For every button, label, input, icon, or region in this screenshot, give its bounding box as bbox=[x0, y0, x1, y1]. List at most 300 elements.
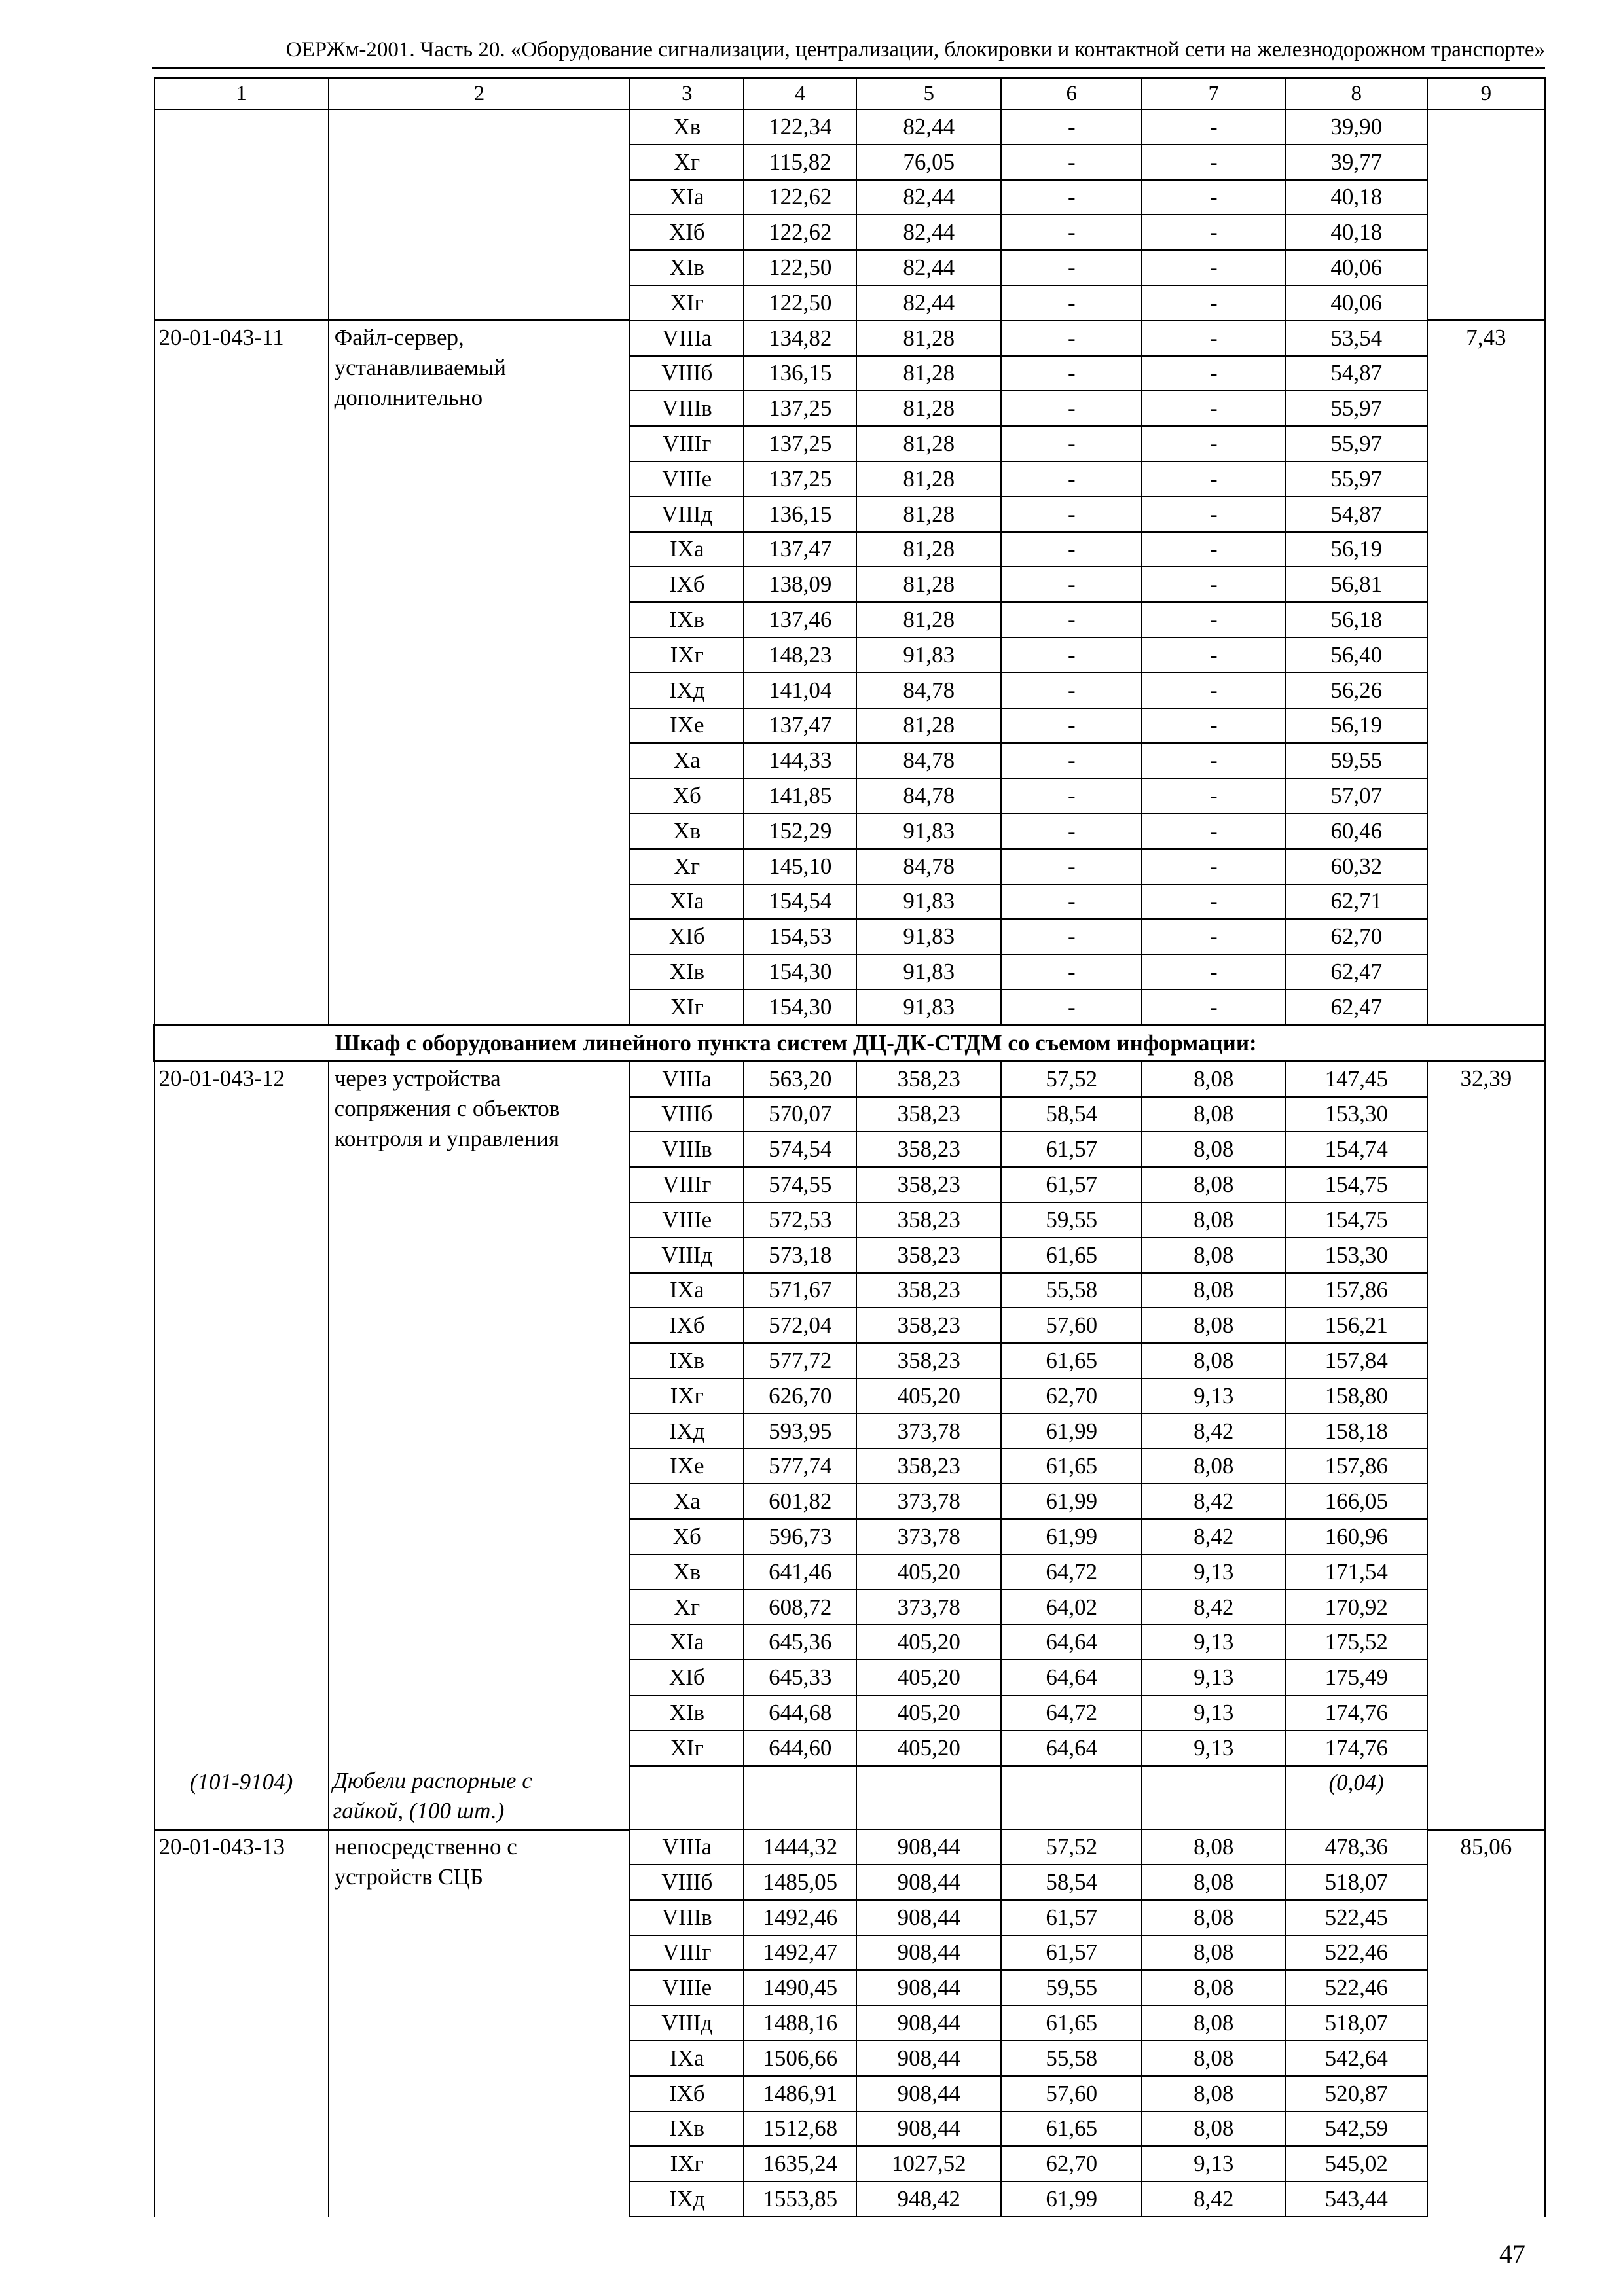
machinist-wages-cell: - bbox=[1142, 743, 1285, 778]
machine-operation-cell: 61,65 bbox=[1001, 2005, 1142, 2041]
column-header: 9 bbox=[1427, 78, 1544, 109]
wages-cell: 81,28 bbox=[856, 497, 1001, 532]
machine-operation-cell: 61,65 bbox=[1001, 1448, 1142, 1484]
rate-zone-cell: IXе bbox=[630, 1448, 744, 1484]
wages-cell: 358,23 bbox=[856, 1202, 1001, 1238]
machinist-wages-cell: 8,08 bbox=[1142, 1202, 1285, 1238]
materials-cell: 478,36 bbox=[1285, 1829, 1427, 1865]
total-cost-cell: 137,25 bbox=[744, 461, 856, 497]
wages-cell: 405,20 bbox=[856, 1554, 1001, 1590]
wages-cell: 373,78 bbox=[856, 1519, 1001, 1554]
materials-cell: 171,54 bbox=[1285, 1554, 1427, 1590]
total-cost-cell: 644,68 bbox=[744, 1695, 856, 1731]
machinist-wages-cell: 8,42 bbox=[1142, 2181, 1285, 2217]
materials-cell: 53,54 bbox=[1285, 321, 1427, 356]
wages-cell: 358,23 bbox=[856, 1273, 1001, 1308]
total-cost-cell: 641,46 bbox=[744, 1554, 856, 1590]
machinist-wages-cell: 9,13 bbox=[1142, 1624, 1285, 1660]
wages-cell: 358,23 bbox=[856, 1167, 1001, 1202]
norm-cell: 7,43 bbox=[1427, 321, 1544, 1025]
wages-cell: 81,28 bbox=[856, 532, 1001, 567]
materials-cell: 55,97 bbox=[1285, 391, 1427, 426]
total-cost-cell: 572,53 bbox=[744, 1202, 856, 1238]
machinist-wages-cell: - bbox=[1142, 814, 1285, 849]
wages-cell: 91,83 bbox=[856, 884, 1001, 920]
rate-zone-cell: XIг bbox=[630, 990, 744, 1025]
rate-zone-cell: IXа bbox=[630, 1273, 744, 1308]
rate-zone-cell: IXд bbox=[630, 2181, 744, 2217]
materials-cell: 39,90 bbox=[1285, 109, 1427, 145]
machinist-wages-cell: 8,08 bbox=[1142, 2005, 1285, 2041]
rate-zone-cell: VIIIг bbox=[630, 1935, 744, 1971]
code-cell: 20-01-043-13 bbox=[155, 1829, 329, 2217]
materials-cell: 54,87 bbox=[1285, 356, 1427, 391]
total-cost-cell: 593,95 bbox=[744, 1414, 856, 1449]
work-name: Файл-сервер, устанавливаемый дополнительно bbox=[334, 325, 506, 411]
total-cost-cell: 572,04 bbox=[744, 1308, 856, 1343]
machine-operation-cell: 61,99 bbox=[1001, 1414, 1142, 1449]
machinist-wages-cell: - bbox=[1142, 673, 1285, 708]
total-cost-cell: 1490,45 bbox=[744, 1970, 856, 2005]
total-cost-cell: 1444,32 bbox=[744, 1829, 856, 1865]
total-cost-cell: 1485,05 bbox=[744, 1865, 856, 1900]
machine-operation-cell: 62,70 bbox=[1001, 1378, 1142, 1414]
machine-operation-cell: - bbox=[1001, 743, 1142, 778]
machine-operation-cell: 59,55 bbox=[1001, 1202, 1142, 1238]
total-cost-cell: 148,23 bbox=[744, 637, 856, 673]
machine-operation-cell: - bbox=[1001, 637, 1142, 673]
materials-cell: 157,86 bbox=[1285, 1448, 1427, 1484]
material-code: (101-9104) bbox=[155, 1766, 329, 1830]
materials-cell: 522,46 bbox=[1285, 1935, 1427, 1971]
materials-cell: 545,02 bbox=[1285, 2146, 1427, 2181]
machine-operation-cell: - bbox=[1001, 356, 1142, 391]
rate-zone-cell: VIIIд bbox=[630, 1238, 744, 1273]
table-row bbox=[155, 109, 1545, 145]
rate-zone-cell: VIIIа bbox=[630, 1061, 744, 1096]
total-cost-cell: 574,54 bbox=[744, 1132, 856, 1167]
machinist-wages-cell: - bbox=[1142, 109, 1285, 145]
machine-operation-cell: - bbox=[1001, 602, 1142, 637]
materials-cell: 153,30 bbox=[1285, 1097, 1427, 1132]
total-cost-cell: 137,47 bbox=[744, 708, 856, 744]
machinist-wages-cell: - bbox=[1142, 461, 1285, 497]
machine-operation-cell: 61,65 bbox=[1001, 2111, 1142, 2147]
machine-operation-cell: 57,60 bbox=[1001, 1308, 1142, 1343]
materials-cell: 40,18 bbox=[1285, 215, 1427, 250]
machine-operation-cell: 64,64 bbox=[1001, 1624, 1142, 1660]
rate-zone-cell: Xв bbox=[630, 109, 744, 145]
machine-operation-cell: 55,58 bbox=[1001, 2041, 1142, 2076]
wages-cell: 373,78 bbox=[856, 1590, 1001, 1625]
machine-operation-cell: - bbox=[1001, 215, 1142, 250]
machine-operation-cell: - bbox=[1001, 532, 1142, 567]
materials-cell: 154,75 bbox=[1285, 1167, 1427, 1202]
column-header: 5 bbox=[856, 78, 1001, 109]
norm-cell: 85,06 bbox=[1427, 1829, 1544, 2217]
machinist-wages-cell: - bbox=[1142, 567, 1285, 602]
materials-cell: 518,07 bbox=[1285, 1865, 1427, 1900]
rate-zone-cell: Xв bbox=[630, 814, 744, 849]
wages-cell: 81,28 bbox=[856, 426, 1001, 461]
wages-cell: 405,20 bbox=[856, 1660, 1001, 1695]
total-cost-cell: 1488,16 bbox=[744, 2005, 856, 2041]
machine-operation-cell: - bbox=[1001, 567, 1142, 602]
materials-cell: 166,05 bbox=[1285, 1484, 1427, 1519]
machinist-wages-cell: 8,08 bbox=[1142, 2111, 1285, 2147]
total-cost-cell: 122,34 bbox=[744, 109, 856, 145]
machinist-wages-cell: 9,13 bbox=[1142, 2146, 1285, 2181]
materials-cell: 59,55 bbox=[1285, 743, 1427, 778]
machinist-wages-cell: 8,08 bbox=[1142, 2076, 1285, 2111]
material-name-line: Дюбели распорные с bbox=[333, 1767, 532, 1793]
wages-cell: 84,78 bbox=[856, 778, 1001, 814]
name-cell bbox=[329, 109, 630, 321]
wages-cell: 81,28 bbox=[856, 391, 1001, 426]
materials-cell: 157,84 bbox=[1285, 1343, 1427, 1378]
wages-cell: 948,42 bbox=[856, 2181, 1001, 2217]
rate-zone-cell: Xв bbox=[630, 1554, 744, 1590]
empty-cell bbox=[630, 1766, 744, 1830]
column-header: 6 bbox=[1001, 78, 1142, 109]
wages-cell: 91,83 bbox=[856, 919, 1001, 954]
machine-operation-cell: 61,65 bbox=[1001, 1343, 1142, 1378]
machinist-wages-cell: 8,08 bbox=[1142, 1238, 1285, 1273]
name-cell bbox=[329, 321, 630, 1025]
wages-cell: 908,44 bbox=[856, 2005, 1001, 2041]
total-cost-cell: 137,25 bbox=[744, 391, 856, 426]
machine-operation-cell: - bbox=[1001, 990, 1142, 1025]
work-name: через устройства сопряжения с объектов контроля и управления bbox=[334, 1065, 560, 1151]
machine-operation-cell: 59,55 bbox=[1001, 1970, 1142, 2005]
machine-operation-cell: 61,65 bbox=[1001, 1238, 1142, 1273]
rate-zone-cell: IXб bbox=[630, 567, 744, 602]
wages-cell: 908,44 bbox=[856, 2041, 1001, 2076]
machine-operation-cell: 57,60 bbox=[1001, 2076, 1142, 2111]
machinist-wages-cell: 8,08 bbox=[1142, 1097, 1285, 1132]
wages-cell: 82,44 bbox=[856, 109, 1001, 145]
rate-zone-cell: VIIIб bbox=[630, 1097, 744, 1132]
empty-cell bbox=[1001, 1766, 1142, 1830]
page-number: 47 bbox=[1499, 2239, 1525, 2269]
rate-zone-cell: VIIIб bbox=[630, 356, 744, 391]
table-row bbox=[155, 1829, 1545, 1865]
machinist-wages-cell: 8,42 bbox=[1142, 1590, 1285, 1625]
machinist-wages-cell: 8,08 bbox=[1142, 1308, 1285, 1343]
rate-zone-cell: VIIIе bbox=[630, 1970, 744, 2005]
total-cost-cell: 137,47 bbox=[744, 532, 856, 567]
rate-zone-cell: Xг bbox=[630, 1590, 744, 1625]
materials-cell: 160,96 bbox=[1285, 1519, 1427, 1554]
machinist-wages-cell: 8,08 bbox=[1142, 2041, 1285, 2076]
total-cost-cell: 577,74 bbox=[744, 1448, 856, 1484]
rate-zone-cell: VIIIг bbox=[630, 1167, 744, 1202]
total-cost-cell: 1512,68 bbox=[744, 2111, 856, 2147]
price-table bbox=[153, 77, 1546, 2217]
total-cost-cell: 1506,66 bbox=[744, 2041, 856, 2076]
wages-cell: 91,83 bbox=[856, 954, 1001, 990]
total-cost-cell: 1635,24 bbox=[744, 2146, 856, 2181]
wages-cell: 84,78 bbox=[856, 849, 1001, 884]
total-cost-cell: 574,55 bbox=[744, 1167, 856, 1202]
total-cost-cell: 1492,47 bbox=[744, 1935, 856, 1971]
total-cost-cell: 122,50 bbox=[744, 285, 856, 321]
section-title: Шкаф с оборудованием линейного пункта систем ДЦ-ДК-СТДМ со съемом информации: bbox=[329, 1025, 1545, 1061]
wages-cell: 908,44 bbox=[856, 2111, 1001, 2147]
machinist-wages-cell: 8,08 bbox=[1142, 1448, 1285, 1484]
rate-zone-cell: IXб bbox=[630, 2076, 744, 2111]
materials-cell: 170,92 bbox=[1285, 1590, 1427, 1625]
machine-operation-cell: - bbox=[1001, 250, 1142, 285]
wages-cell: 82,44 bbox=[856, 215, 1001, 250]
machinist-wages-cell: - bbox=[1142, 145, 1285, 180]
wages-cell: 908,44 bbox=[856, 1970, 1001, 2005]
wages-cell: 908,44 bbox=[856, 2076, 1001, 2111]
machinist-wages-cell: 8,08 bbox=[1142, 1970, 1285, 2005]
materials-cell: 54,87 bbox=[1285, 497, 1427, 532]
rate-zone-cell: VIIIв bbox=[630, 1132, 744, 1167]
rate-zone-cell: IXг bbox=[630, 2146, 744, 2181]
materials-cell: 56,19 bbox=[1285, 708, 1427, 744]
rate-zone-cell: IXв bbox=[630, 2111, 744, 2147]
rate-zone-cell: IXа bbox=[630, 532, 744, 567]
materials-cell: 153,30 bbox=[1285, 1238, 1427, 1273]
material-name bbox=[329, 1766, 630, 1830]
rate-zone-cell: VIIIб bbox=[630, 1865, 744, 1900]
wages-cell: 358,23 bbox=[856, 1238, 1001, 1273]
machinist-wages-cell: 8,08 bbox=[1142, 1343, 1285, 1378]
machinist-wages-cell: 9,13 bbox=[1142, 1378, 1285, 1414]
machine-operation-cell: 58,54 bbox=[1001, 1865, 1142, 1900]
wages-cell: 405,20 bbox=[856, 1378, 1001, 1414]
wages-cell: 358,23 bbox=[856, 1308, 1001, 1343]
column-header: 7 bbox=[1142, 78, 1285, 109]
total-cost-cell: 141,04 bbox=[744, 673, 856, 708]
machine-operation-cell: 64,72 bbox=[1001, 1695, 1142, 1731]
machine-operation-cell: 62,70 bbox=[1001, 2146, 1142, 2181]
materials-cell: 55,97 bbox=[1285, 426, 1427, 461]
rate-zone-cell: VIIIд bbox=[630, 2005, 744, 2041]
machinist-wages-cell: - bbox=[1142, 250, 1285, 285]
total-cost-cell: 645,36 bbox=[744, 1624, 856, 1660]
machine-operation-cell: - bbox=[1001, 814, 1142, 849]
materials-cell: 175,49 bbox=[1285, 1660, 1427, 1695]
materials-cell: 56,81 bbox=[1285, 567, 1427, 602]
machine-operation-cell: 61,99 bbox=[1001, 2181, 1142, 2217]
rate-zone-cell: IXб bbox=[630, 1308, 744, 1343]
wages-cell: 84,78 bbox=[856, 743, 1001, 778]
machine-operation-cell: - bbox=[1001, 673, 1142, 708]
norm-cell bbox=[1427, 109, 1544, 321]
machinist-wages-cell: 8,08 bbox=[1142, 1935, 1285, 1971]
wages-cell: 405,20 bbox=[856, 1695, 1001, 1731]
materials-cell: 40,06 bbox=[1285, 285, 1427, 321]
materials-cell: 542,59 bbox=[1285, 2111, 1427, 2147]
material-row bbox=[155, 1766, 1545, 1830]
materials-cell: 62,47 bbox=[1285, 990, 1427, 1025]
materials-cell: 56,19 bbox=[1285, 532, 1427, 567]
materials-cell: 154,74 bbox=[1285, 1132, 1427, 1167]
total-cost-cell: 154,30 bbox=[744, 954, 856, 990]
section-spacer bbox=[155, 1025, 329, 1061]
rate-zone-cell: XIб bbox=[630, 1660, 744, 1695]
total-cost-cell: 144,33 bbox=[744, 743, 856, 778]
total-cost-cell: 644,60 bbox=[744, 1731, 856, 1766]
rate-zone-cell: XIв bbox=[630, 1695, 744, 1731]
material-name-line: гайкой, (100 шт.) bbox=[333, 1797, 505, 1823]
table-body bbox=[155, 78, 1545, 2217]
machine-operation-cell: 61,57 bbox=[1001, 1167, 1142, 1202]
machinist-wages-cell: - bbox=[1142, 497, 1285, 532]
machinist-wages-cell: - bbox=[1142, 356, 1285, 391]
wages-cell: 81,28 bbox=[856, 708, 1001, 744]
total-cost-cell: 136,15 bbox=[744, 356, 856, 391]
rate-zone-cell: Xб bbox=[630, 778, 744, 814]
materials-cell: 56,40 bbox=[1285, 637, 1427, 673]
machinist-wages-cell: - bbox=[1142, 426, 1285, 461]
empty-cell bbox=[744, 1766, 856, 1830]
rate-zone-cell: XIв bbox=[630, 954, 744, 990]
rate-zone-cell: VIIIе bbox=[630, 1202, 744, 1238]
machine-operation-cell: 61,57 bbox=[1001, 1935, 1142, 1971]
column-header: 8 bbox=[1285, 78, 1427, 109]
machinist-wages-cell: 8,08 bbox=[1142, 1167, 1285, 1202]
code-cell: 20-01-043-12 bbox=[155, 1061, 329, 1765]
wages-cell: 81,28 bbox=[856, 356, 1001, 391]
name-cell bbox=[329, 1061, 630, 1765]
machine-operation-cell: - bbox=[1001, 426, 1142, 461]
machinist-wages-cell: 9,13 bbox=[1142, 1554, 1285, 1590]
rate-zone-cell: VIIIа bbox=[630, 1829, 744, 1865]
wages-cell: 81,28 bbox=[856, 321, 1001, 356]
machine-operation-cell: 57,52 bbox=[1001, 1061, 1142, 1096]
materials-cell: 62,71 bbox=[1285, 884, 1427, 920]
wages-cell: 91,83 bbox=[856, 637, 1001, 673]
machine-operation-cell: - bbox=[1001, 391, 1142, 426]
table-row bbox=[155, 1061, 1545, 1096]
machinist-wages-cell: 8,42 bbox=[1142, 1414, 1285, 1449]
code-cell: 20-01-043-11 bbox=[155, 321, 329, 1025]
column-header: 2 bbox=[329, 78, 630, 109]
rate-zone-cell: VIIIд bbox=[630, 497, 744, 532]
rate-zone-cell: Xг bbox=[630, 145, 744, 180]
machine-operation-cell: - bbox=[1001, 708, 1142, 744]
wages-cell: 91,83 bbox=[856, 990, 1001, 1025]
machinist-wages-cell: 8,08 bbox=[1142, 1061, 1285, 1096]
machinist-wages-cell: 9,13 bbox=[1142, 1660, 1285, 1695]
materials-cell: 156,21 bbox=[1285, 1308, 1427, 1343]
total-cost-cell: 138,09 bbox=[744, 567, 856, 602]
materials-cell: 154,75 bbox=[1285, 1202, 1427, 1238]
materials-cell: 158,80 bbox=[1285, 1378, 1427, 1414]
materials-cell: 40,06 bbox=[1285, 250, 1427, 285]
machinist-wages-cell: - bbox=[1142, 602, 1285, 637]
machine-operation-cell: - bbox=[1001, 180, 1142, 215]
total-cost-cell: 608,72 bbox=[744, 1590, 856, 1625]
materials-cell: 174,76 bbox=[1285, 1731, 1427, 1766]
materials-cell: 543,44 bbox=[1285, 2181, 1427, 2217]
wages-cell: 405,20 bbox=[856, 1624, 1001, 1660]
machine-operation-cell: - bbox=[1001, 849, 1142, 884]
machinist-wages-cell: 8,42 bbox=[1142, 1519, 1285, 1554]
rate-zone-cell: Xа bbox=[630, 1484, 744, 1519]
machine-operation-cell: - bbox=[1001, 919, 1142, 954]
total-cost-cell: 122,50 bbox=[744, 250, 856, 285]
column-header-row bbox=[155, 78, 1545, 109]
materials-cell: 55,97 bbox=[1285, 461, 1427, 497]
machine-operation-cell: 61,57 bbox=[1001, 1900, 1142, 1935]
wages-cell: 84,78 bbox=[856, 673, 1001, 708]
machine-operation-cell: - bbox=[1001, 954, 1142, 990]
total-cost-cell: 137,25 bbox=[744, 426, 856, 461]
machinist-wages-cell: - bbox=[1142, 215, 1285, 250]
total-cost-cell: 1486,91 bbox=[744, 2076, 856, 2111]
wages-cell: 81,28 bbox=[856, 567, 1001, 602]
empty-cell bbox=[1142, 1766, 1285, 1830]
machinist-wages-cell: - bbox=[1142, 532, 1285, 567]
materials-cell: 39,77 bbox=[1285, 145, 1427, 180]
rate-zone-cell: IXв bbox=[630, 602, 744, 637]
wages-cell: 373,78 bbox=[856, 1414, 1001, 1449]
materials-cell: 62,70 bbox=[1285, 919, 1427, 954]
machine-operation-cell: 58,54 bbox=[1001, 1097, 1142, 1132]
machinist-wages-cell: 8,08 bbox=[1142, 1273, 1285, 1308]
machinist-wages-cell: - bbox=[1142, 849, 1285, 884]
materials-cell: 522,45 bbox=[1285, 1900, 1427, 1935]
machinist-wages-cell: 9,13 bbox=[1142, 1695, 1285, 1731]
total-cost-cell: 577,72 bbox=[744, 1343, 856, 1378]
wages-cell: 908,44 bbox=[856, 1829, 1001, 1865]
total-cost-cell: 563,20 bbox=[744, 1061, 856, 1096]
machinist-wages-cell: 8,08 bbox=[1142, 1132, 1285, 1167]
page-header: ОЕРЖм-2001. Часть 20. «Оборудование сигнализации, централизации, блокировки и контактной сети на железнодорожном транспорте» bbox=[285, 38, 1545, 62]
total-cost-cell: 152,29 bbox=[744, 814, 856, 849]
machinist-wages-cell: 8,08 bbox=[1142, 1900, 1285, 1935]
materials-cell: 175,52 bbox=[1285, 1624, 1427, 1660]
machine-operation-cell: - bbox=[1001, 778, 1142, 814]
total-cost-cell: 154,30 bbox=[744, 990, 856, 1025]
name-cell bbox=[329, 1829, 630, 2217]
total-cost-cell: 141,85 bbox=[744, 778, 856, 814]
machinist-wages-cell: 8,08 bbox=[1142, 1829, 1285, 1865]
machine-operation-cell: 64,02 bbox=[1001, 1590, 1142, 1625]
machine-operation-cell: 61,99 bbox=[1001, 1484, 1142, 1519]
machinist-wages-cell: - bbox=[1142, 884, 1285, 920]
materials-cell: 57,07 bbox=[1285, 778, 1427, 814]
machinist-wages-cell: 8,08 bbox=[1142, 1865, 1285, 1900]
rate-zone-cell: XIб bbox=[630, 215, 744, 250]
materials-cell: 147,45 bbox=[1285, 1061, 1427, 1096]
wages-cell: 358,23 bbox=[856, 1132, 1001, 1167]
header-rule bbox=[152, 67, 1545, 69]
wages-cell: 908,44 bbox=[856, 1900, 1001, 1935]
materials-cell: 60,46 bbox=[1285, 814, 1427, 849]
materials-cell: 174,76 bbox=[1285, 1695, 1427, 1731]
wages-cell: 82,44 bbox=[856, 285, 1001, 321]
wages-cell: 373,78 bbox=[856, 1484, 1001, 1519]
materials-cell: 158,18 bbox=[1285, 1414, 1427, 1449]
total-cost-cell: 601,82 bbox=[744, 1484, 856, 1519]
wages-cell: 358,23 bbox=[856, 1448, 1001, 1484]
section-row bbox=[155, 1025, 1545, 1061]
table-row bbox=[155, 321, 1545, 356]
rate-zone-cell: IXд bbox=[630, 1414, 744, 1449]
total-cost-cell: 571,67 bbox=[744, 1273, 856, 1308]
wages-cell: 82,44 bbox=[856, 180, 1001, 215]
materials-cell: 56,18 bbox=[1285, 602, 1427, 637]
total-cost-cell: 122,62 bbox=[744, 215, 856, 250]
materials-cell: 157,86 bbox=[1285, 1273, 1427, 1308]
